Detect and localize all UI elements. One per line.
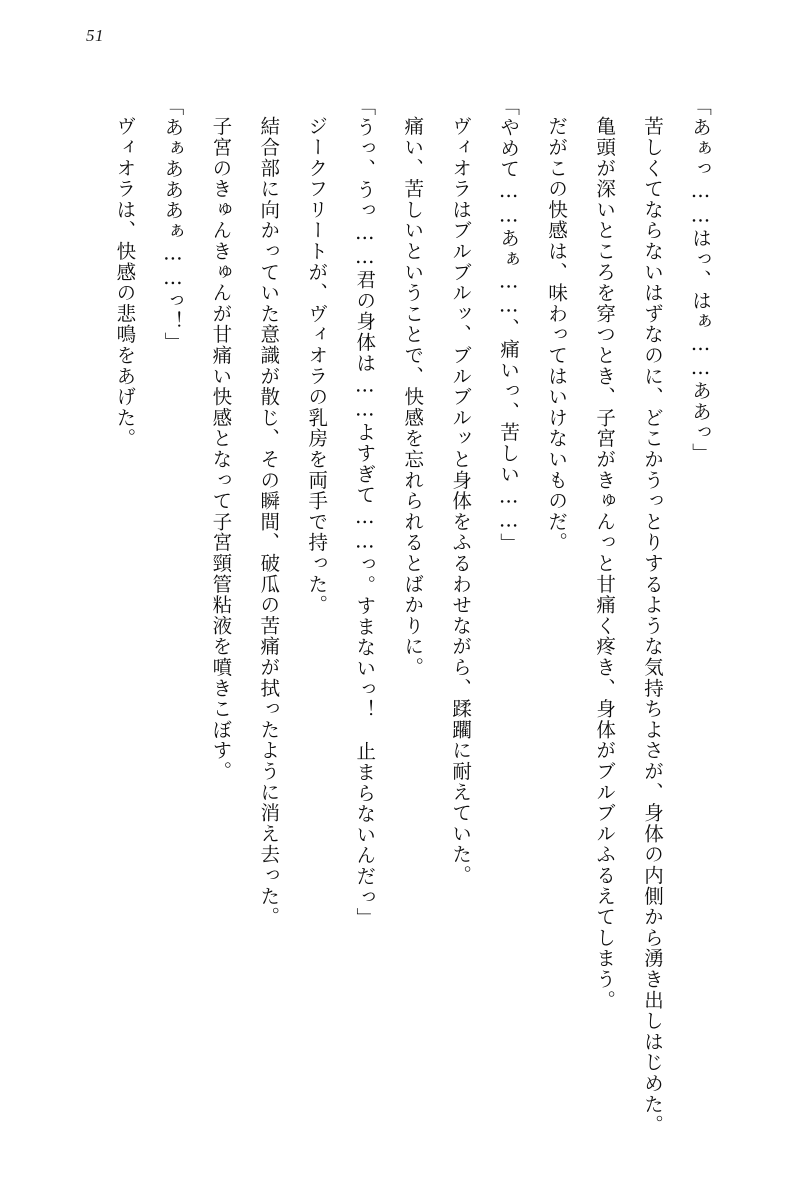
paragraph: 結合部に向かっていた意識が散じ、その瞬間、破瓜の苦痛が拭ったように消え去った。: [257, 115, 281, 927]
paragraph: 「やめて……あぁ……、痛いっ、苦しい……」: [497, 96, 521, 554]
paragraph: ヴィオラは、快感の悲鳴をあげた。: [113, 115, 137, 449]
paragraph: ジークフリートが、ヴィオラの乳房を両手で持った。: [305, 115, 329, 615]
paragraph: だがこの快感は、味わってはいけないものだ。: [545, 115, 569, 553]
page-body-text: [74, 96, 724, 1156]
paragraph: 子宮のきゅんきゅんが甘痛い快感となって子宮頸管粘液を噴きこぼす。: [209, 115, 233, 782]
paragraph: 「うっ、うっ……君の身体は……よすぎて……っ。すまないっ！ 止まらないんだっ」: [353, 96, 377, 929]
paragraph: 「あぁっ……はっ、はぁ……ああっ」: [689, 96, 712, 464]
paragraph: 亀頭が深いところを穿つとき、子宮がきゅんっと甘痛く疼き、身体がブルブルふるえてしまう。: [593, 115, 617, 1010]
paragraph: 苦しくてならないはずなのに、どこかうっとりするような気持ちよさが、身体の内側から湧き出しはじめた。: [641, 115, 665, 1135]
paragraph: 「あぁあああぁ……っ！」: [161, 96, 185, 353]
paragraph: ヴィオラはブルブルッ、ブルブルッと身体をふるわせながら、蹂躙に耐えていた。: [449, 115, 473, 886]
page-number: 51: [86, 26, 104, 45]
paragraph: 痛い、苦しいということで、快感を忘れられるとばかりに。: [401, 115, 425, 678]
